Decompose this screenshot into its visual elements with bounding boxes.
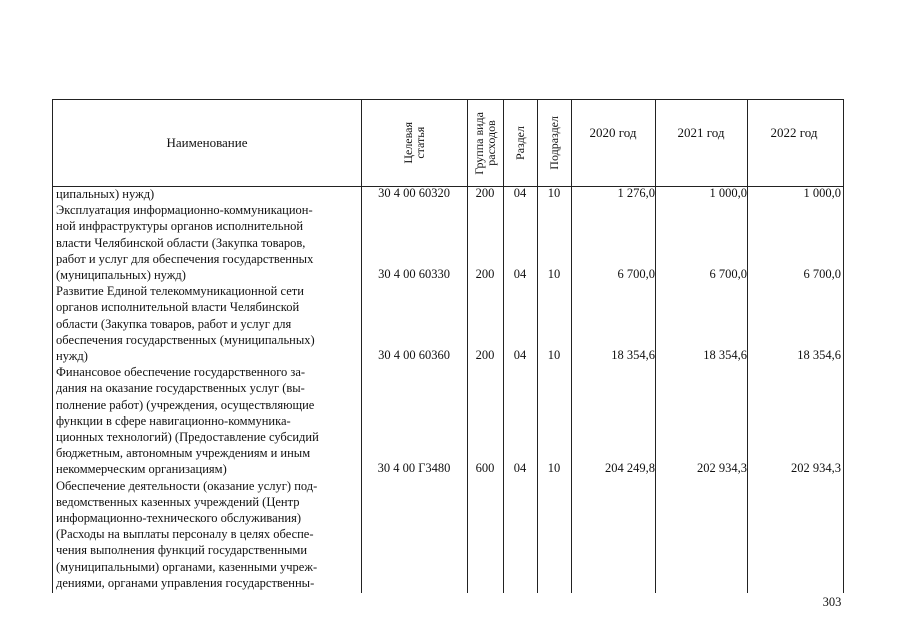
cell-subsection: 10 bbox=[547, 461, 561, 475]
cell-subsection: 10 bbox=[547, 348, 561, 362]
description-line: информационно-технического обслуживания) bbox=[56, 511, 302, 526]
description-line: функции в сфере навигационно-коммуника- bbox=[56, 413, 291, 428]
cell-amount-2022: 1 000,0 bbox=[803, 186, 841, 200]
cell-expense-group: 600 bbox=[475, 461, 495, 475]
description-line: Финансовое обеспечение государственного за- bbox=[56, 365, 306, 380]
header-year-2022: 2022 год bbox=[770, 125, 818, 140]
header-target-article: Целевая статья bbox=[401, 122, 427, 164]
description-line: Обеспечение деятельности (оказание услуг) под- bbox=[56, 478, 318, 493]
cell-section: 04 bbox=[513, 348, 527, 362]
cell-amount-2021: 1 000,0 bbox=[709, 186, 747, 200]
description-line: ционных технологий) (Предоставление субсидий bbox=[56, 430, 319, 445]
cell-target-article: 30 4 00 60320 bbox=[378, 186, 450, 200]
description-line: дениями, органами управления государственны- bbox=[56, 575, 315, 590]
cell-subsection: 10 bbox=[547, 267, 561, 281]
header-expense-group: Группа вида расходов bbox=[472, 111, 498, 175]
cell-amount-2020: 6 700,0 bbox=[617, 267, 655, 281]
description-line: работ и услуг для обеспечения государственных bbox=[56, 251, 314, 266]
cell-expense-group: 200 bbox=[475, 267, 495, 281]
description-line: ведомственных казенных учреждений (Центр bbox=[56, 494, 300, 509]
description-line: полнение работ) (учреждения, осуществляющие bbox=[56, 397, 315, 412]
description-line: власти Челябинской области (Закупка товаров, bbox=[56, 235, 306, 250]
description-line: бюджетным, автономным учреждениям и иным bbox=[56, 446, 311, 461]
description-line: органов исполнительной власти Челябинской bbox=[56, 300, 300, 315]
description-line: ной инфраструктуры органов исполнительной bbox=[56, 219, 304, 234]
description-line: (муниципальными) органами, казенными учреж- bbox=[56, 559, 318, 574]
cell-target-article: 30 4 00 Г3480 bbox=[377, 461, 451, 475]
description-line: чения выполнения функций государственными bbox=[56, 543, 308, 558]
cell-amount-2020: 1 276,0 bbox=[617, 186, 655, 200]
description-line: Развитие Единой телекоммуникационной сети bbox=[56, 284, 304, 299]
cell-amount-2021: 202 934,3 bbox=[697, 461, 747, 475]
header-year-2020: 2020 год bbox=[589, 125, 637, 140]
description-line: обеспечения государственных (муниципальных) bbox=[56, 332, 315, 347]
cell-amount-2020: 18 354,6 bbox=[611, 348, 655, 362]
header-year-2021: 2021 год bbox=[677, 125, 725, 140]
budget-table bbox=[52, 99, 844, 593]
page-number: 303 bbox=[822, 595, 842, 609]
description-line: некоммерческим организациям) bbox=[56, 462, 227, 477]
header-section: Раздел bbox=[513, 126, 527, 160]
description-column bbox=[56, 186, 358, 591]
cell-amount-2022: 202 934,3 bbox=[791, 461, 841, 475]
cell-subsection: 10 bbox=[547, 186, 561, 200]
cell-section: 04 bbox=[513, 461, 527, 475]
description-line: нужд) bbox=[56, 349, 88, 364]
cell-section: 04 bbox=[513, 186, 527, 200]
description-line: ципальных) нужд) bbox=[56, 187, 155, 201]
cell-target-article: 30 4 00 60330 bbox=[378, 267, 450, 281]
description-line: (Расходы на выплаты персоналу в целях обеспе- bbox=[56, 527, 314, 542]
description-line: (муниципальных) нужд) bbox=[56, 268, 186, 283]
cell-amount-2021: 18 354,6 bbox=[703, 348, 747, 362]
description-line: дания на оказание государственных услуг (вы- bbox=[56, 381, 305, 396]
description-line: Эксплуатация информационно-коммуникацион- bbox=[56, 203, 313, 218]
cell-amount-2021: 6 700,0 bbox=[709, 267, 747, 281]
cell-expense-group: 200 bbox=[475, 186, 495, 200]
cell-amount-2022: 18 354,6 bbox=[797, 348, 841, 362]
description-line: области (Закупка товаров, работ и услуг для bbox=[56, 316, 292, 331]
cell-section: 04 bbox=[513, 267, 527, 281]
cell-amount-2022: 6 700,0 bbox=[803, 267, 841, 281]
cell-target-article: 30 4 00 60360 bbox=[378, 348, 450, 362]
header-name: Наименование bbox=[166, 135, 248, 150]
cell-amount-2020: 204 249,8 bbox=[605, 461, 655, 475]
cell-expense-group: 200 bbox=[475, 348, 495, 362]
header-subsection: Подраздел bbox=[547, 116, 561, 170]
